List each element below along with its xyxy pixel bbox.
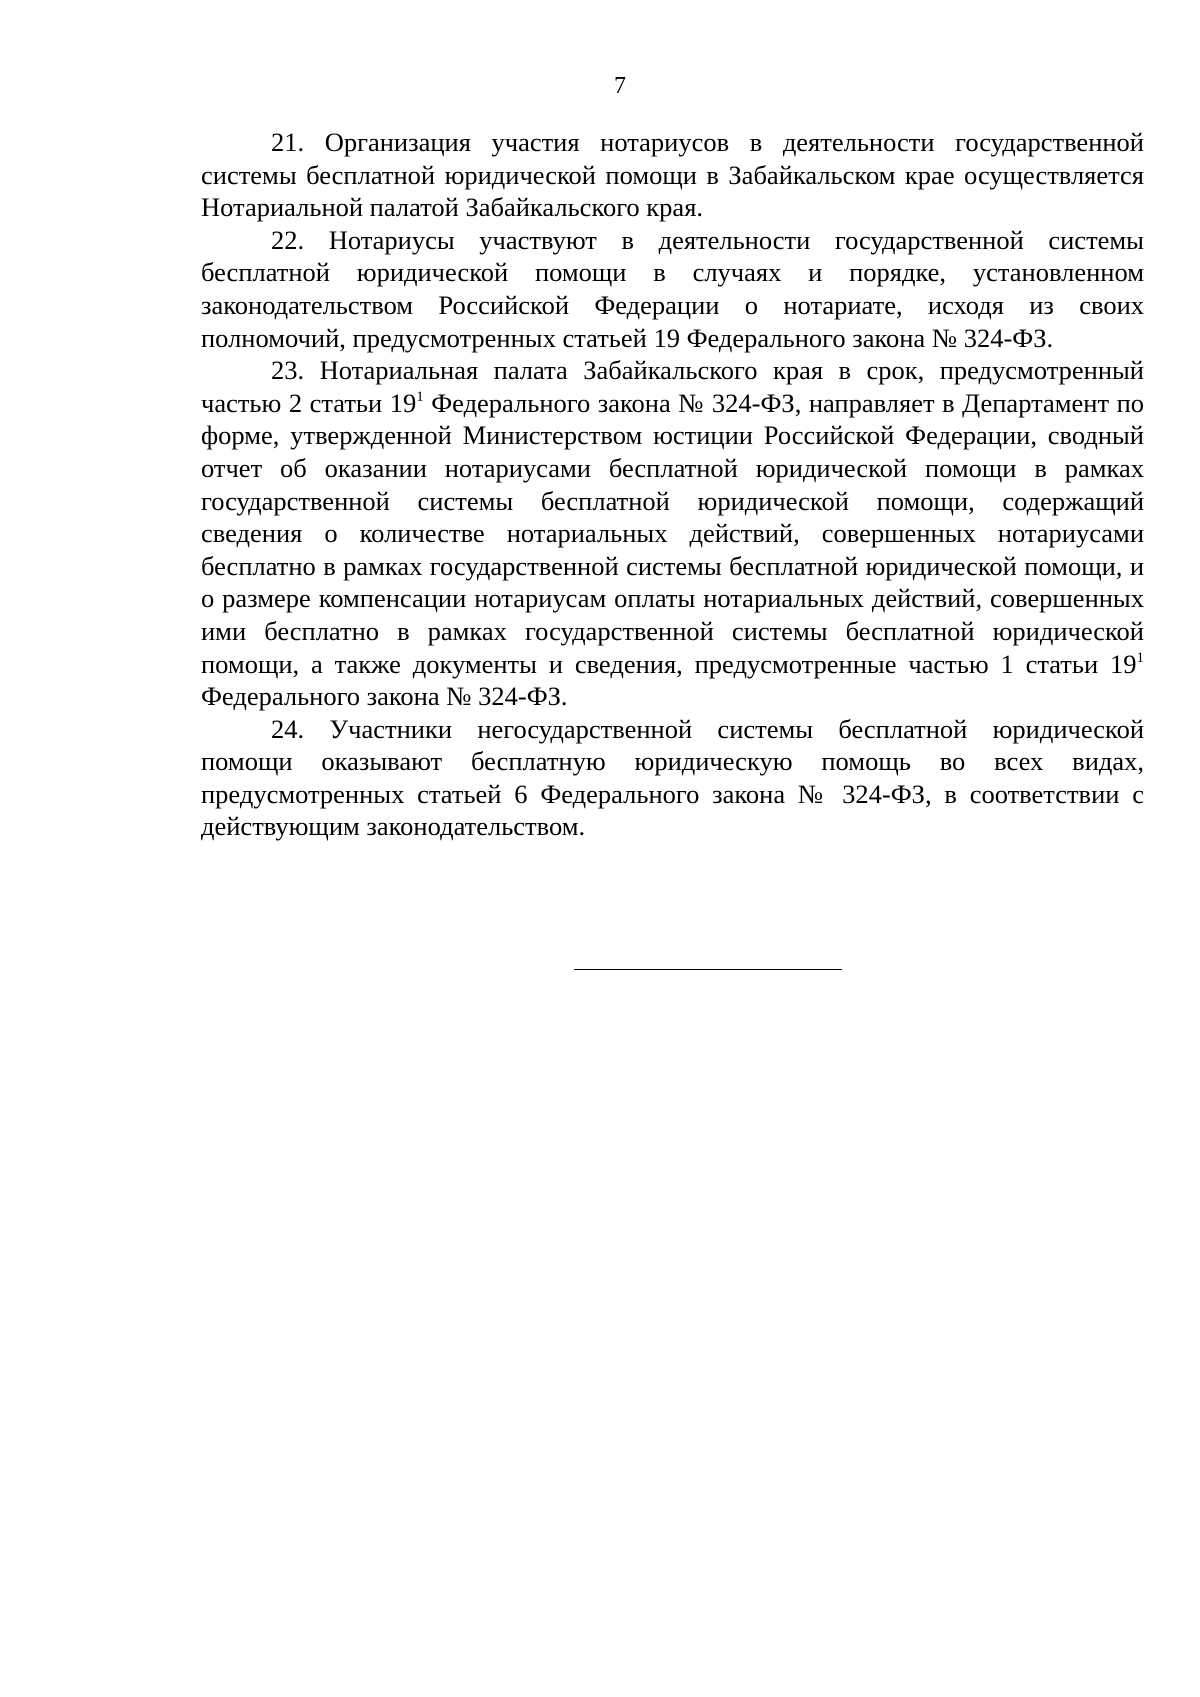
superscript-article-19-1-second: 1: [1136, 649, 1144, 666]
paragraph-23-text-part-2: Федерального закона № 324-ФЗ, направляет в Департамент по форме, утвержденной Министерством юстиции Российской Федерации, сводный отчет об оказании нотариусами бесплатной юридической помощи в рамках государственной системы бесплатной юридической помощи, содержащий сведения о количестве нотариальных действий, совершенных нотариусами бесплатно в рамках государственной системы бесплатной юридической помощи, и о размере компенсации нотариусам оплаты нотариальных действий, совершенных ими бесплатно в рамках государственной системы бесплатной юридической помощи, а также документы и сведения, предусмотренные частью 1 статьи 19: [201, 387, 1144, 679]
paragraph-22: 22. Нотариусы участвуют в деятельности государственной системы бесплатной юридической помощи в случаях и порядке, установленном законодательством Российской Федерации о нотариате, исходя из своих полномочий, предусмотренных статьей 19 Федерального закона № 324-ФЗ.: [201, 224, 1144, 353]
paragraph-24: 24. Участники негосударственной системы бесплатной юридической помощи оказывают бесплатную юридическую помощь во всех видах, предусмотренных статьей 6 Федерального закона № 324-ФЗ, в соответствии с действующим законодательством.: [201, 713, 1144, 842]
paragraph-21: 21. Организация участия нотариусов в деятельности государственной системы бесплатной юридической помощи в Забайкальском крае осуществляется Нотариальной палатой Забайкальского края.: [201, 127, 1144, 223]
superscript-article-19-1: 1: [416, 388, 424, 405]
paragraph-23-text-part-1: 23. Нотариальная палата Забайкальского края в срок, предусмотренный частью 2 статьи 19: [201, 355, 1144, 418]
end-of-document-line: [574, 969, 842, 970]
document-body: [201, 126, 1144, 843]
page-number: 7: [614, 73, 626, 99]
paragraph-23: [201, 354, 1144, 713]
paragraph-23-text-part-3: Федерального закона № 324-ФЗ.: [201, 681, 568, 712]
